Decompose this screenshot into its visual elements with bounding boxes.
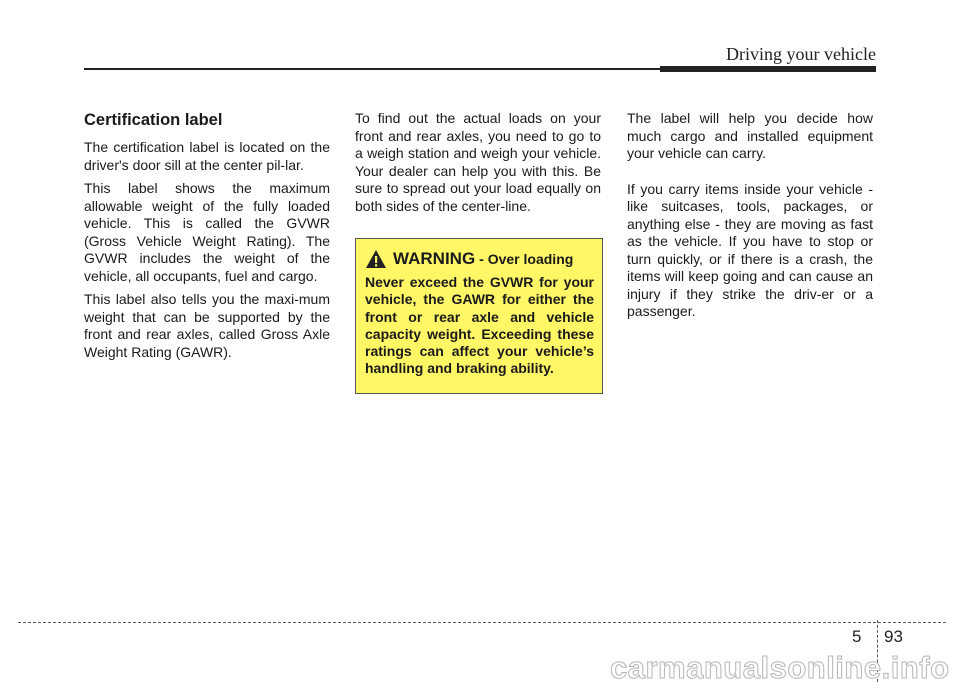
section-heading: Certification label <box>84 111 223 129</box>
chapter-number: 5 <box>852 627 862 646</box>
paragraph: This label also tells you the maxi-mum weight that can be supported by the front and rear axles, called Gross Axle Weight Rating (GAWR). <box>84 291 330 360</box>
watermark: carmanualsonline.info <box>610 650 950 685</box>
warning-body: Never exceed the GVWR for your vehicle, the GAWR for either the front or rear axle and vehicle capacity weight. Exceeding these ratings can affect your vehicle’s handling and braking ability. <box>365 274 594 377</box>
warning-label: WARNING <box>393 249 476 268</box>
warning-triangle-icon <box>365 249 387 269</box>
warning-box <box>355 238 603 394</box>
paragraph: The certification label is located on the driver's door sill at the center pil-lar. <box>84 139 330 173</box>
warning-header <box>365 249 594 269</box>
running-header-title: Driving your vehicle <box>726 44 876 64</box>
page-number: 93 <box>884 627 903 646</box>
column-2 <box>355 110 601 221</box>
header-rule-accent <box>660 66 876 72</box>
paragraph: If you carry items inside your vehicle - like suitcases, tools, packages, or anything else - they are moving as fast as the vehicle. If you have to stop or turn quickly, or if there is a crash, the items will keep going and can cause an injury if they strike the driv-er or a passenger. <box>627 180 873 319</box>
footer-rule <box>18 622 946 623</box>
warning-subject: - Over loading <box>479 251 574 267</box>
paragraph: This label shows the maximum allowable weight of the fully loaded vehicle. This is called the GVWR (Gross Vehicle Weight Rating). The GVWR includes the weight of the vehicle, all occupants, fuel and cargo. <box>84 180 330 284</box>
column-3 <box>627 110 873 327</box>
paragraph: The label will help you decide how much cargo and installed equipment your vehicle can carry. <box>627 110 873 161</box>
column-1 <box>84 110 330 367</box>
paragraph: To find out the actual loads on your front and rear axles, you need to go to a weigh station and weigh your vehicle. Your dealer can help you with this. Be sure to spread out your load equally on both sides of the center-line. <box>355 110 601 214</box>
